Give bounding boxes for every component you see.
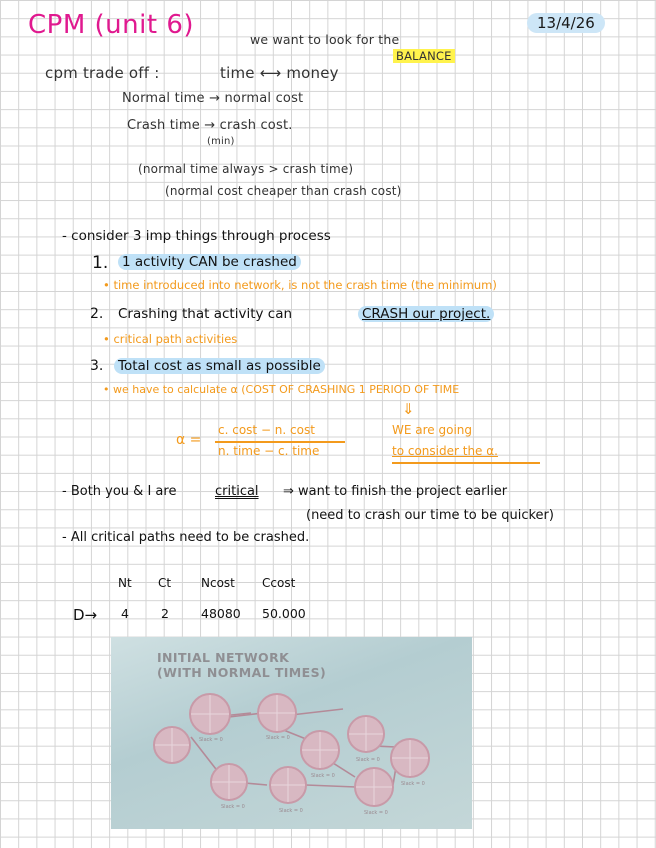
alpha-denominator: n. time − c. time: [218, 444, 320, 458]
slack-label: Slack = 0: [266, 735, 290, 741]
tradeoff-value: time ⟷ money: [220, 64, 339, 82]
date: 13/4/26: [527, 13, 605, 33]
critical-line-a: - Both you & I are: [62, 484, 177, 499]
alpha-note-underline: [392, 462, 540, 464]
normal-def: Normal time → normal cost: [122, 91, 304, 106]
alpha-numerator: c. cost − n. cost: [218, 423, 315, 437]
slack-label: Slack = 0: [356, 757, 380, 763]
crash-min-note: (min): [207, 136, 235, 147]
down-arrow: ⇓: [402, 400, 415, 418]
time-rule: (normal time always > crash time): [138, 162, 354, 176]
slack-label: Slack = 0: [279, 808, 303, 814]
slack-label: Slack = 0: [364, 810, 388, 816]
slack-label: Slack = 0: [311, 773, 335, 779]
table-cell-nt: 4: [121, 606, 129, 621]
critical-word: critical: [215, 484, 259, 499]
table-header-ncost: Ncost: [201, 576, 235, 590]
slide-title-line-1: INITIAL NETWORK: [157, 650, 290, 665]
item2-text: Crashing that activity can: [118, 306, 293, 322]
slack-label: Slack = 0: [221, 804, 245, 810]
aside-note: we want to look for the: [250, 32, 400, 47]
item2-emphasis: CRASH our project.: [358, 306, 494, 322]
slide-photo: [111, 637, 472, 829]
table-header-ccost: Ccost: [262, 576, 296, 590]
alpha-label: α =: [176, 432, 202, 448]
slide-title: [157, 650, 326, 680]
table-cell-ccost: 50.000: [262, 606, 306, 621]
aside-highlight: BALANCE: [393, 49, 455, 63]
page-title: CPM (unit 6): [28, 10, 194, 40]
slack-label: Slack = 0: [401, 781, 425, 787]
item1-number: 1.: [92, 253, 109, 273]
item1-text: 1 activity CAN be crashed: [118, 254, 301, 270]
cost-rule: (normal cost cheaper than crash cost): [165, 184, 402, 198]
all-critical-line: - All critical paths need to be crashed.: [62, 530, 310, 545]
alpha-note-2: to consider the α.: [392, 444, 498, 458]
table-cell-ct: 2: [161, 606, 169, 621]
item3-sub: • we have to calculate α (COST OF CRASHING 1 PERIOD OF TIME: [103, 383, 460, 396]
critical-line-d: (need to crash our time to be quicker): [306, 508, 554, 523]
item2-sub: • critical path activities: [103, 332, 238, 346]
table-header-ct: Ct: [158, 576, 172, 590]
item3-text: Total cost as small as possible: [114, 358, 325, 374]
item3-number: 3.: [90, 358, 104, 374]
table-cell-ncost: 48080: [201, 606, 241, 621]
item2-number: 2.: [90, 306, 104, 322]
section-heading: - consider 3 imp things through process: [62, 228, 331, 244]
tradeoff-label: cpm trade off :: [45, 64, 160, 82]
table-header-nt: Nt: [118, 576, 132, 590]
crash-def: Crash time → crash cost.: [127, 118, 293, 133]
slack-label: Slack = 0: [199, 737, 223, 743]
item1-sub: • time introduced into network, is not the crash time (the minimum): [103, 278, 497, 292]
critical-line-c: ⇒ want to finish the project earlier: [283, 484, 508, 499]
table-row-label: D→: [73, 606, 98, 624]
alpha-note-1: WE are going: [392, 423, 472, 437]
fraction-bar: [215, 441, 345, 443]
slide-title-line-2: (WITH NORMAL TIMES): [157, 665, 327, 680]
